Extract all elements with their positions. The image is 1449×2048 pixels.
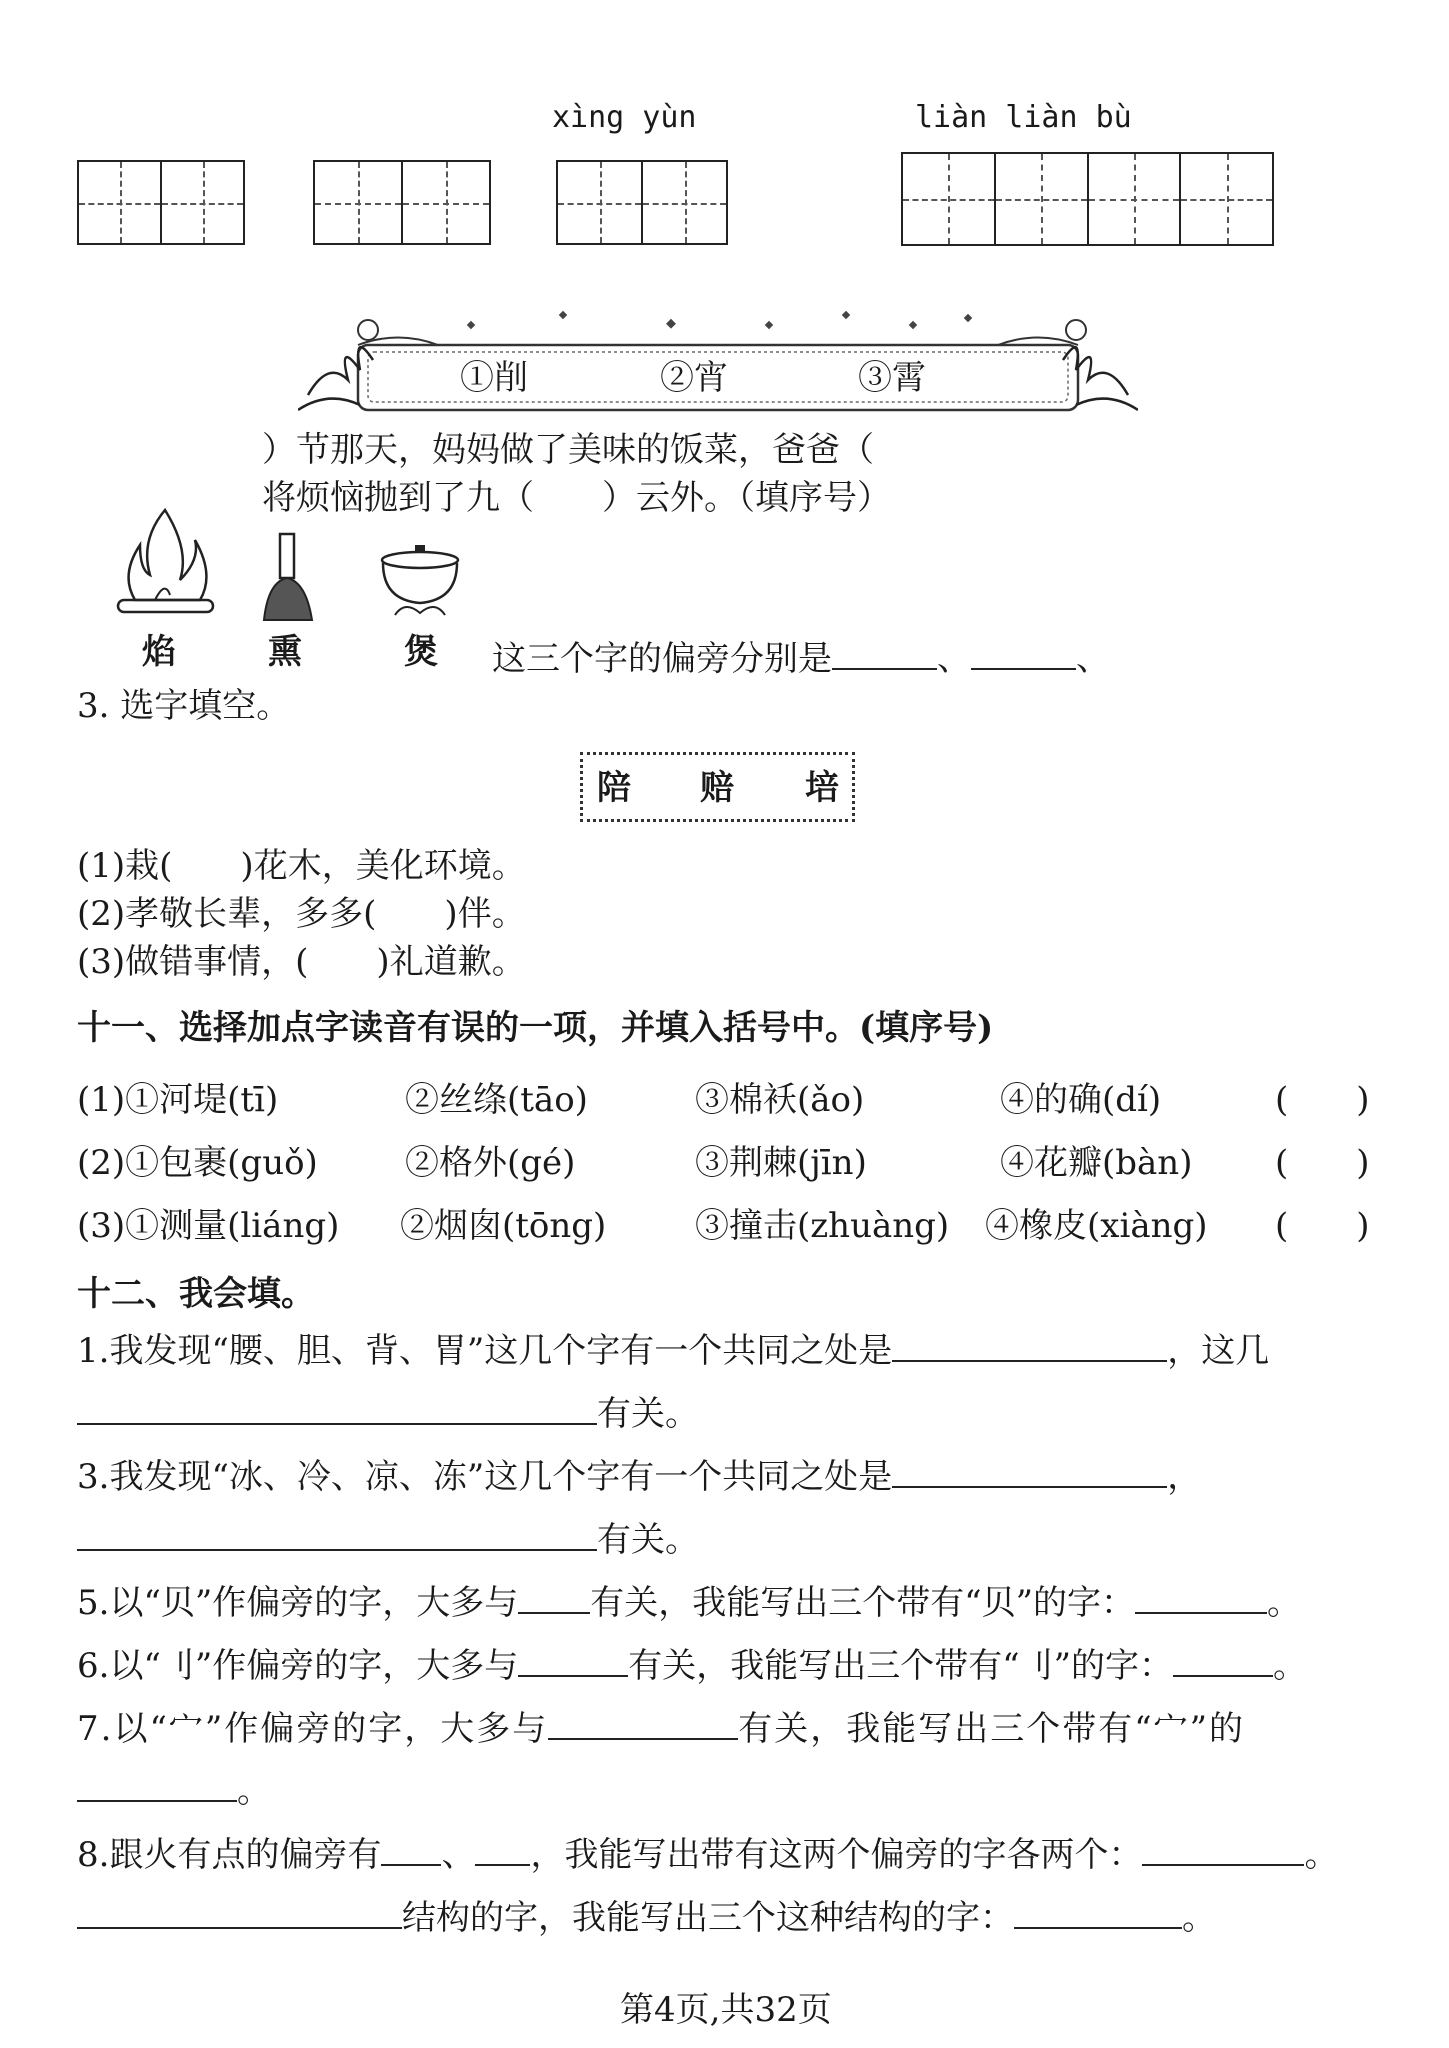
s12-line-7: 7.以“宀”作偏旁的字，大多与 有关，我能写出三个带有“宀”的: [77, 1709, 1245, 1749]
char-label-1: 焰: [142, 632, 176, 672]
s12-line-5: 5.以“贝”作偏旁的字，大多与 有关，我能写出三个带有“贝”的字： 。: [77, 1583, 1301, 1623]
answer-blank[interactable]: [1173, 1645, 1273, 1677]
answer-blank[interactable]: [381, 1834, 441, 1866]
s11-row3-c: ③撞击(zhuàng): [695, 1206, 950, 1246]
pinyin-label-4: liàn liàn bù: [915, 100, 1132, 135]
answer-blank[interactable]: [832, 638, 937, 670]
banner-option-2: ②宵: [660, 358, 728, 398]
s11-row1-b: ②丝绦(tāo): [405, 1080, 588, 1120]
pot-icon: [375, 545, 465, 623]
sentence-2: 将烦恼抛到了九（ ）云外。（填序号）: [262, 478, 891, 518]
answer-blank[interactable]: [1014, 1897, 1182, 1929]
answer-paren-2[interactable]: ( ): [1275, 1143, 1370, 1183]
answer-blank[interactable]: [77, 1519, 597, 1551]
writing-grid-4[interactable]: [901, 152, 1274, 246]
char-label-3: 煲: [404, 632, 438, 672]
s11-row1-c: ③棉袄(ǎo): [695, 1080, 865, 1120]
s11-row2-c: ③荆棘(jīn): [695, 1143, 867, 1183]
answer-blank[interactable]: [77, 1393, 597, 1425]
s12-line-8: 8.跟火有点的偏旁有 、 ，我能写出带有这两个偏旁的字各两个： 。: [77, 1835, 1339, 1875]
s11-row1-d: ④的确(dí): [1000, 1080, 1162, 1120]
fire-icon: [110, 500, 220, 620]
s11-row2-d: ④花瓣(bàn): [1000, 1143, 1193, 1183]
sentence-1: ）节那天，妈妈做了美味的饭菜，爸爸（: [262, 430, 874, 470]
answer-blank[interactable]: [971, 638, 1076, 670]
s11-row3-d: ④橡皮(xiàng): [985, 1206, 1208, 1246]
section-12-title: 十二、我会填。: [77, 1274, 315, 1314]
pinyin-label-3: xìng yùn: [552, 100, 697, 135]
answer-blank[interactable]: [1135, 1582, 1267, 1614]
answer-blank[interactable]: [77, 1770, 237, 1802]
s12-line-3b: 有关。: [77, 1519, 699, 1560]
writing-grid-2[interactable]: [313, 160, 491, 245]
q3-item-2: (2)孝敬长辈，多多( )伴。: [77, 894, 526, 934]
s12-line-9: 结构的字，我能写出三个这种结构的字： 。: [77, 1897, 1216, 1938]
s12-line-7b: 。: [77, 1770, 271, 1811]
answer-paren-1[interactable]: ( ): [1275, 1080, 1370, 1120]
answer-blank[interactable]: [518, 1645, 628, 1677]
s11-row2-a: (2)①包裹(guǒ): [77, 1143, 318, 1183]
writing-grid-1[interactable]: [77, 160, 245, 245]
q3-item-3: (3)做错事情，( )礼道歉。: [77, 942, 526, 982]
answer-blank[interactable]: [892, 1330, 1167, 1362]
section-11-title: 十一、选择加点字读音有误的一项，并填入括号中。(填序号): [77, 1008, 994, 1048]
s11-row3-b: ②烟囱(tōng): [400, 1206, 607, 1246]
answer-blank[interactable]: [548, 1708, 738, 1740]
s11-row2-b: ②格外(gé): [405, 1143, 576, 1183]
choice-char-3: 培: [805, 768, 839, 808]
char-label-2: 熏: [268, 632, 302, 672]
s12-line-3: 3.我发现“冰、冷、凉、冻”这几个字有一个共同之处是 ，: [77, 1457, 1202, 1497]
incense-icon: [258, 532, 318, 624]
answer-blank[interactable]: [475, 1834, 530, 1866]
radical-question: 这三个字的偏旁分别是 、 、: [492, 639, 1110, 679]
answer-blank[interactable]: [77, 1897, 402, 1929]
s12-line-1b: 有关。: [77, 1393, 699, 1434]
q3-item-1: (1)栽( )花木，美化环境。: [77, 846, 526, 886]
banner-option-3: ③霄: [858, 358, 926, 398]
choice-char-1: 陪: [597, 768, 631, 808]
answer-paren-3[interactable]: ( ): [1275, 1206, 1370, 1246]
choice-char-2: 赔: [700, 768, 734, 808]
s11-row1-a: (1)①河堤(tī): [77, 1080, 279, 1120]
writing-grid-3[interactable]: [556, 160, 728, 245]
s11-row3-a: (3)①测量(liáng): [77, 1206, 340, 1246]
s12-line-1: 1.我发现“腰、胆、背、胃”这几个字有一个共同之处是 ，这几: [77, 1331, 1270, 1371]
s12-line-6: 6.以“刂”作偏旁的字，大多与 有关，我能写出三个带有“刂”的字： 。: [77, 1646, 1307, 1686]
answer-blank[interactable]: [1142, 1834, 1304, 1866]
q3-title: 3. 选字填空。: [77, 686, 291, 726]
banner-option-1: ①削: [460, 358, 528, 398]
answer-blank[interactable]: [518, 1582, 590, 1614]
page-number: 第4页,共32页: [620, 1990, 832, 2030]
answer-blank[interactable]: [892, 1456, 1167, 1488]
